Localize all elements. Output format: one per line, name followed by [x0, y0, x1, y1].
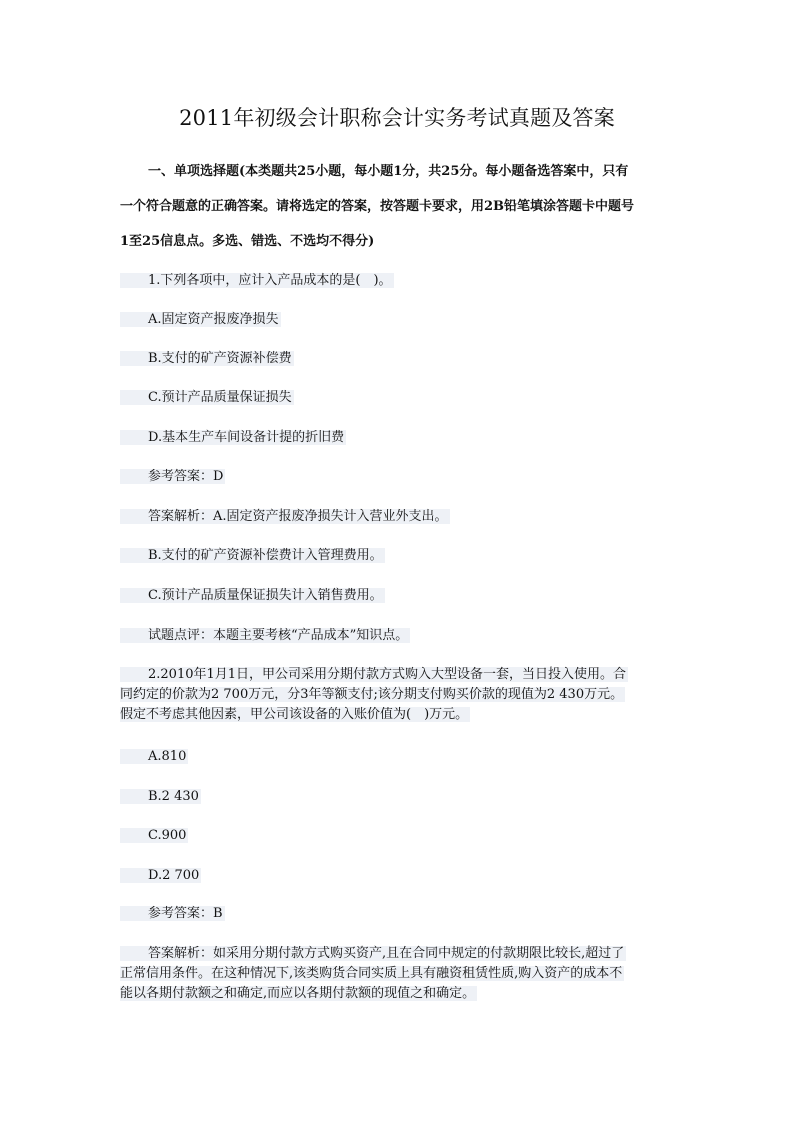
- q1-option-d: D.基本生产车间设备计提的折旧费: [120, 428, 346, 448]
- q1-analysis-b: B.支付的矿产资源补偿费计入管理费用。: [120, 546, 385, 566]
- q1-option-a: A.固定资产报废净损失: [120, 310, 281, 330]
- q2-stem: [120, 665, 680, 725]
- q1-option-b: B.支付的矿产资源补偿费: [120, 349, 294, 369]
- q2-stem-line-2: 同约定的价款为2 700万元，分3年等额支付;该分期支付购买价款的现值为2 430万元。: [120, 687, 624, 702]
- q2-answer: 参考答案：B: [120, 904, 225, 924]
- q1-stem: 1.下列各项中，应计入产品成本的是( )。: [120, 271, 394, 291]
- q1-analysis-a: 答案解析：A.固定资产报废净损失计入营业外支出。: [120, 507, 450, 527]
- q2-analysis: [120, 944, 680, 1004]
- section-header-line-1: 一、单项选择题(本类题共25小题，每小题1分，共25分。每小题备选答案中，只有: [148, 164, 629, 179]
- q2-option-a: A.810: [120, 747, 188, 767]
- q1-analysis-c: C.预计产品质量保证损失计入销售费用。: [120, 586, 385, 606]
- q2-analysis-line-1: 答案解析：如采用分期付款方式购买资产,且在合同中规定的付款期限比较长,超过了: [120, 944, 680, 964]
- q2-stem-line-1: 2.2010年1月1日，甲公司采用分期付款方式购入大型设备一套，当日投入使用。合: [120, 665, 680, 685]
- section-header-line-3: 1至25信息点。多选、错选、不选均不得分): [120, 234, 375, 249]
- q2-option-d: D.2 700: [120, 866, 201, 886]
- section-header: [120, 162, 680, 252]
- section-header-line-2: 一个符合题意的正确答案。请将选定的答案，按答题卡要求，用2B铅笔填涂答题卡中题号: [120, 199, 635, 214]
- q1-comment: 试题点评：本题主要考核“产品成本”知识点。: [120, 626, 410, 646]
- q2-option-c: C.900: [120, 826, 188, 846]
- q2-analysis-line-3: 能以各期付款额之和确定,而应以各期付款额的现值之和确定。: [120, 986, 476, 1001]
- q2-option-b: B.2 430: [120, 787, 201, 807]
- q1-answer: 参考答案：D: [120, 467, 225, 487]
- q2-analysis-line-2: 正常信用条件。在这种情况下,该类购货合同实质上具有融资租赁性质,购入资产的成本不: [120, 966, 623, 981]
- q1-option-c: C.预计产品质量保证损失: [120, 388, 294, 408]
- q2-stem-line-3: 假定不考虑其他因素，甲公司该设备的入账价值为( )万元。: [120, 707, 469, 722]
- document-title: 2011年初级会计职称会计实务考试真题及答案: [179, 106, 615, 130]
